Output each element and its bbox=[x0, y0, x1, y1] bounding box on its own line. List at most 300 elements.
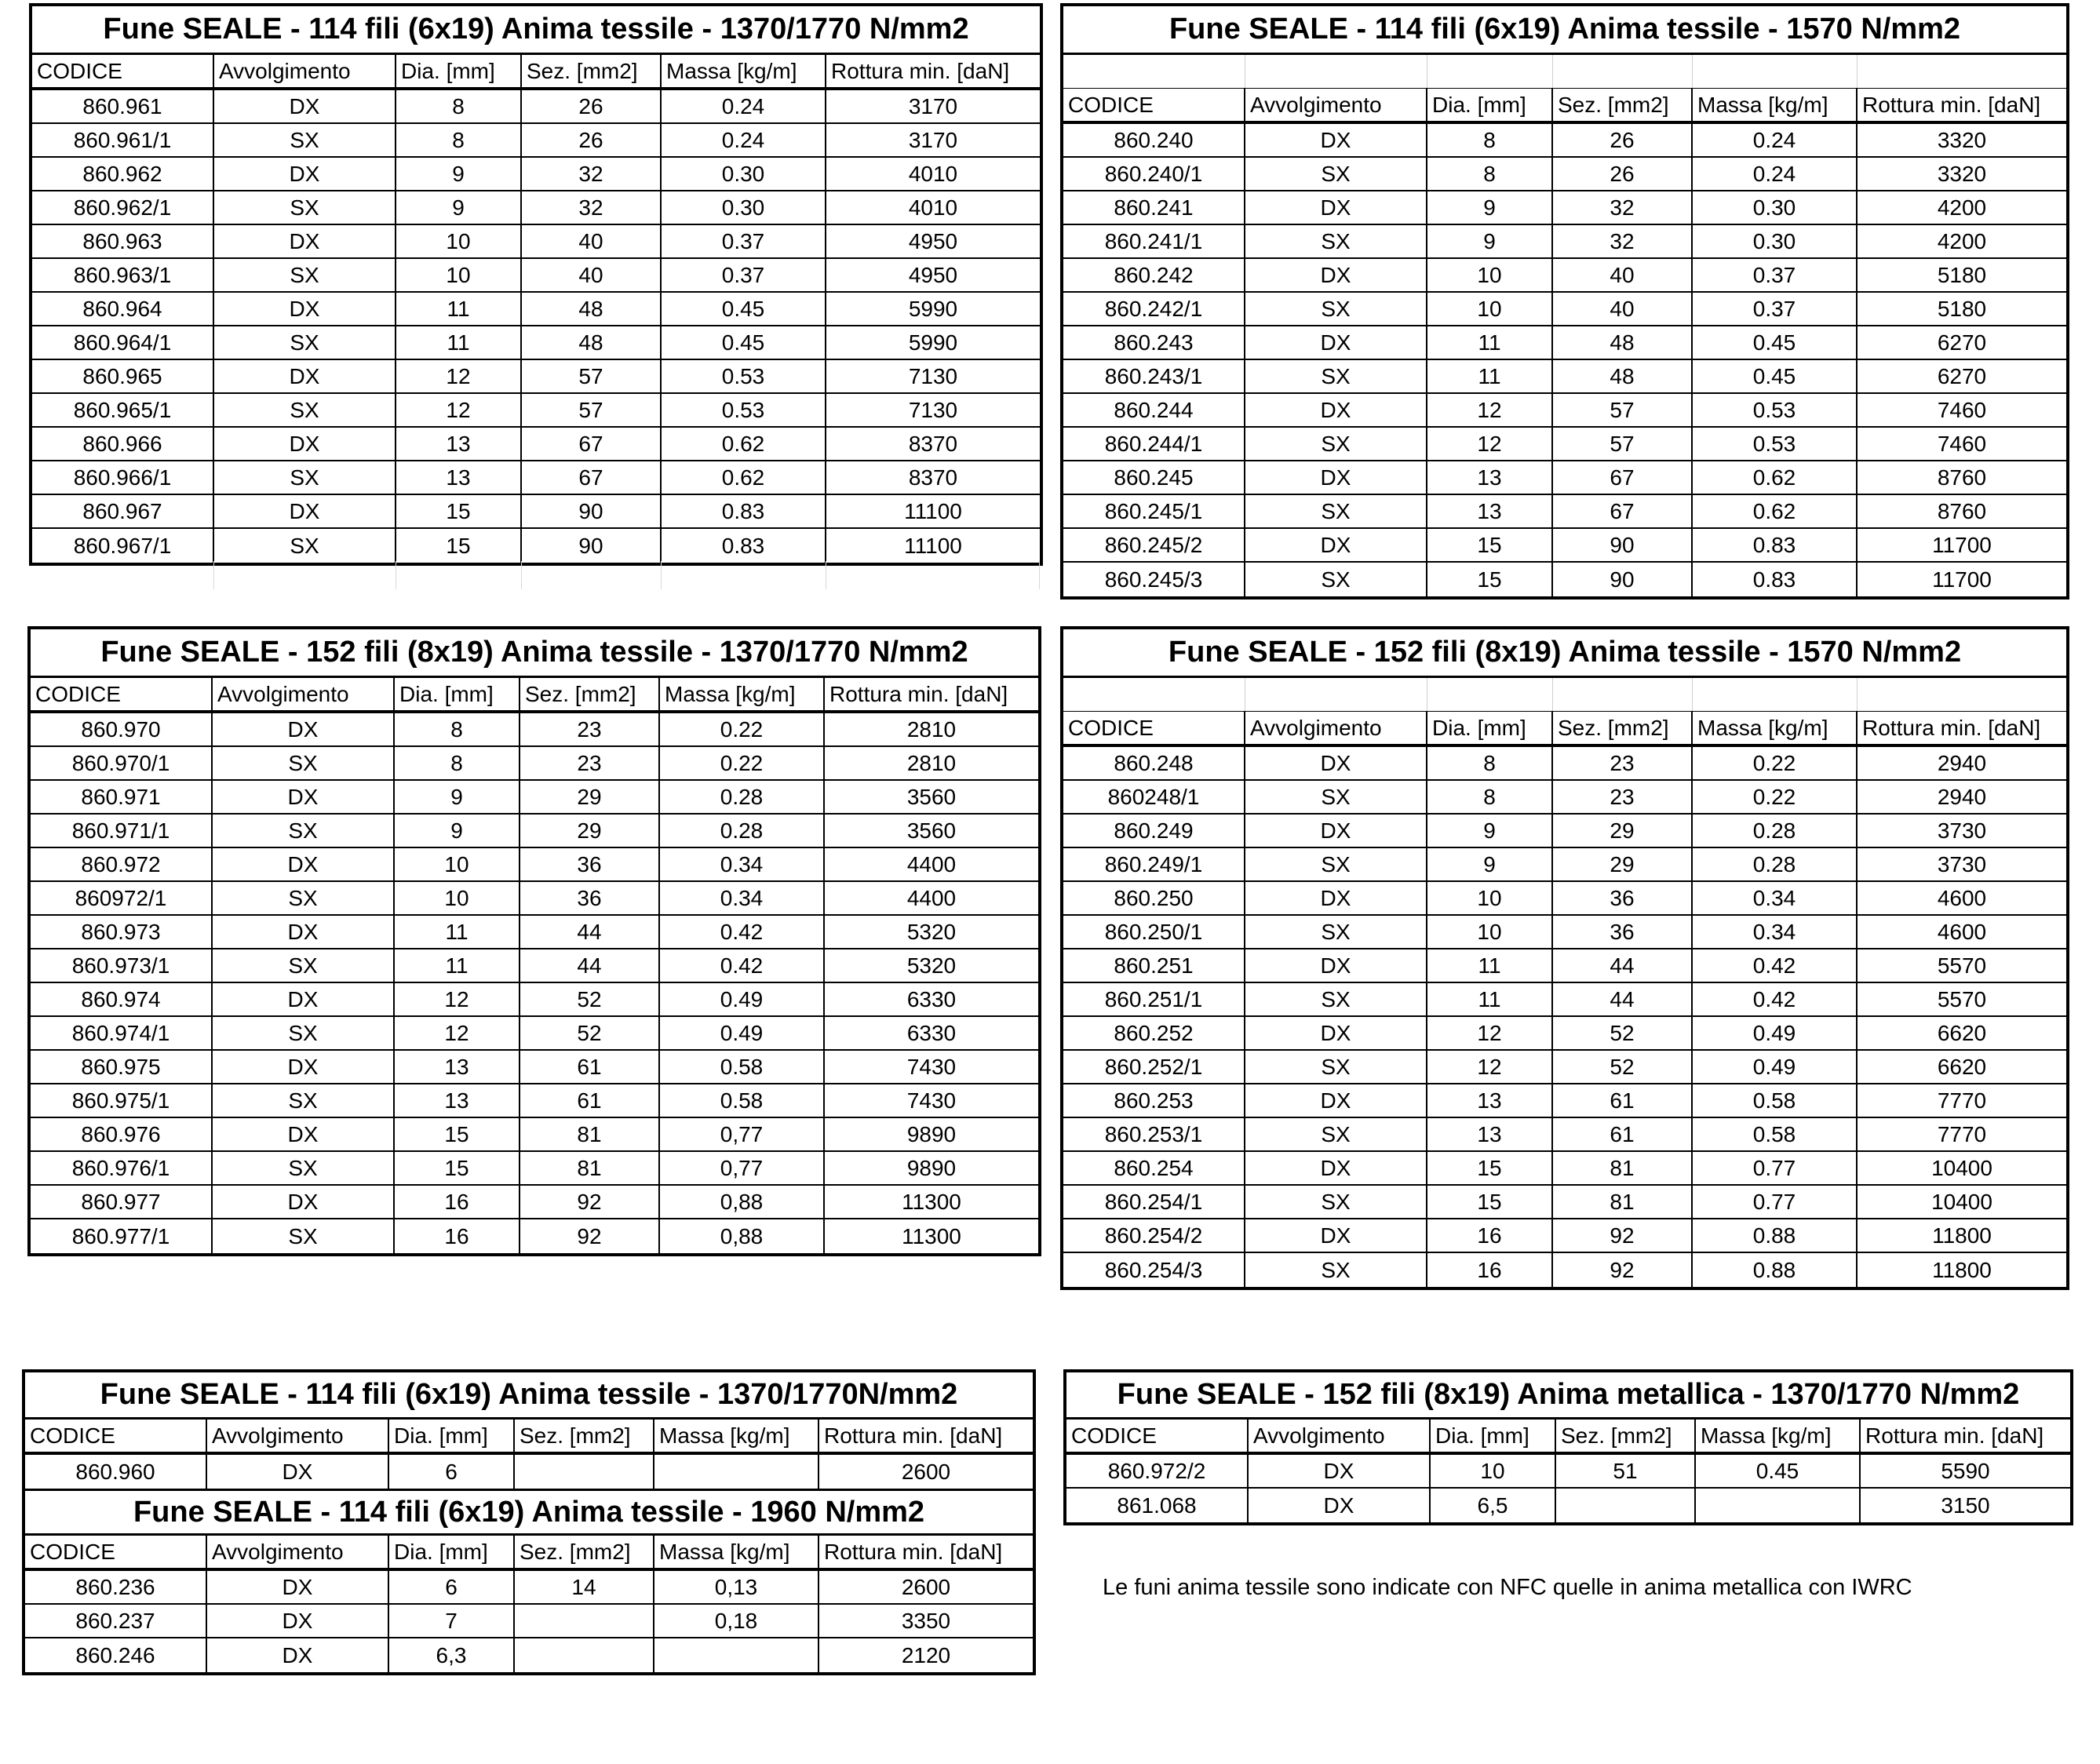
table-row bbox=[31, 815, 1038, 848]
table-cell: 32 bbox=[1553, 225, 1693, 257]
table-cell: 5180 bbox=[1937, 262, 1987, 287]
table-cell: 23 bbox=[1553, 747, 1693, 779]
table-row bbox=[1063, 1152, 2066, 1186]
table-cell: 29 bbox=[1553, 815, 1693, 847]
table-cell: 0.28 bbox=[1693, 848, 1858, 880]
table-cell: 44 bbox=[1553, 983, 1693, 1015]
table-cell: 13 bbox=[395, 1051, 520, 1083]
table-cell: 860.972 bbox=[31, 848, 213, 880]
table-cell bbox=[515, 1455, 654, 1489]
table-cell: 0.77 bbox=[1693, 1152, 1858, 1184]
table-cell: DX bbox=[1245, 529, 1427, 561]
table-cell: SX bbox=[213, 747, 395, 779]
table-cell: 48 bbox=[522, 293, 662, 325]
table-cell: DX bbox=[1245, 259, 1427, 291]
table-cell: DX bbox=[213, 1118, 395, 1150]
table-row bbox=[1063, 1084, 2066, 1118]
table-cell: 7430 bbox=[906, 1088, 957, 1113]
table-row bbox=[32, 225, 1040, 259]
table-row bbox=[1063, 428, 2066, 461]
table-cell: 860.250/1 bbox=[1063, 916, 1245, 948]
table-cell: 860.250 bbox=[1063, 882, 1245, 914]
blank-cell bbox=[522, 561, 662, 589]
table-cell: DX bbox=[1245, 815, 1427, 847]
table-cell: 860.962 bbox=[32, 158, 214, 190]
table-cell: DX bbox=[1245, 326, 1427, 359]
table-cell: 0.58 bbox=[1693, 1118, 1858, 1150]
table-cell: 10 bbox=[396, 259, 522, 291]
table-cell: 52 bbox=[520, 1017, 660, 1049]
table-cell: 92 bbox=[1553, 1219, 1693, 1252]
table-cell: 90 bbox=[1553, 529, 1693, 561]
table-cell: 0.24 bbox=[1693, 158, 1858, 190]
footnote: Le funi anima tessile sono indicate con NFC quelle in anima metallica con IWRC bbox=[1103, 1575, 1912, 1600]
table-cell: SX bbox=[213, 882, 395, 914]
table-cell: 860.972/2 bbox=[1066, 1455, 1249, 1487]
table-row bbox=[1063, 1118, 2066, 1152]
table-cell: 90 bbox=[1553, 563, 1693, 596]
column-header: Avvolgimento bbox=[1245, 89, 1427, 121]
table-cell: 0.24 bbox=[662, 90, 826, 122]
table-cell: 12 bbox=[1427, 1017, 1553, 1049]
table-title: Fune SEALE - 152 fili (8x19) Anima tessile - 1370/1770 N/mm2 bbox=[31, 629, 1038, 678]
spacer-row bbox=[1063, 55, 2066, 89]
table-cell: 0.58 bbox=[660, 1084, 825, 1117]
table-cell: 57 bbox=[1553, 428, 1693, 460]
table-cell: 6,3 bbox=[389, 1638, 515, 1672]
table-cell: 10 bbox=[1427, 882, 1553, 914]
table-body bbox=[1063, 122, 2066, 596]
table-cell: 9890 bbox=[906, 1121, 957, 1146]
blank-cell bbox=[826, 561, 1040, 589]
table-row bbox=[1063, 848, 2066, 882]
table-cell: 860.241/1 bbox=[1063, 225, 1245, 257]
table-cell: SX bbox=[214, 259, 396, 291]
table-cell: 0.28 bbox=[1693, 815, 1858, 847]
table-cell: 0.62 bbox=[662, 461, 826, 494]
table-row bbox=[31, 747, 1038, 781]
table-cell: 26 bbox=[522, 90, 662, 122]
table-cell: 860.965 bbox=[32, 360, 214, 392]
table-cell: 0.45 bbox=[662, 293, 826, 325]
table-cell: 29 bbox=[520, 815, 660, 847]
table-cell: 12 bbox=[1427, 1051, 1553, 1083]
table-cell: 9 bbox=[396, 191, 522, 224]
table-cell: 26 bbox=[1553, 158, 1693, 190]
table-cell: 8760 bbox=[1937, 465, 1987, 490]
table-cell: 860.241 bbox=[1063, 191, 1245, 224]
table-cell: 860.245/1 bbox=[1063, 495, 1245, 527]
table-cell: 860.236 bbox=[25, 1571, 207, 1603]
table-row bbox=[25, 1455, 1033, 1489]
table-cell: 0.22 bbox=[660, 747, 825, 779]
table-cell: 67 bbox=[522, 428, 662, 460]
table-cell: 8 bbox=[396, 90, 522, 122]
table-cell: 15 bbox=[396, 495, 522, 527]
table-body bbox=[32, 89, 1040, 563]
table-row bbox=[1063, 529, 2066, 563]
table-cell: 860.976 bbox=[31, 1118, 213, 1150]
table-6x19-tessile-1570 bbox=[1060, 3, 2069, 600]
table-cell: 860.974/1 bbox=[31, 1017, 213, 1049]
table-cell: 0.30 bbox=[662, 191, 826, 224]
column-header: Dia. [mm] bbox=[1431, 1420, 1556, 1452]
table-cell: 5570 bbox=[1937, 953, 1987, 978]
table-cell: 4200 bbox=[1937, 228, 1987, 253]
column-header: Rottura min. [daN] bbox=[824, 1423, 1003, 1448]
column-header: Rottura min. [daN] bbox=[1862, 92, 2041, 117]
blank-cell bbox=[214, 561, 396, 589]
table-cell: 23 bbox=[520, 747, 660, 779]
table-row bbox=[31, 983, 1038, 1017]
table-cell: 8370 bbox=[908, 465, 958, 490]
table-cell: 860.965/1 bbox=[32, 394, 214, 426]
table-body bbox=[31, 712, 1038, 1253]
table-cell: 11300 bbox=[902, 1189, 961, 1214]
table-cell: 11 bbox=[395, 949, 520, 982]
table-row bbox=[25, 1638, 1033, 1672]
table-cell: DX bbox=[207, 1571, 389, 1603]
table-cell: 12 bbox=[395, 983, 520, 1015]
table-cell: SX bbox=[214, 529, 396, 563]
header-row bbox=[31, 678, 1038, 712]
column-header: CODICE bbox=[1066, 1420, 1249, 1452]
table-row bbox=[31, 949, 1038, 983]
blank-cell bbox=[1063, 678, 1245, 711]
table-cell: 3560 bbox=[906, 784, 957, 809]
table-cell: 5180 bbox=[1937, 296, 1987, 321]
table-cell: SX bbox=[214, 191, 396, 224]
table-cell: 2600 bbox=[901, 1574, 951, 1599]
table-cell: 8760 bbox=[1937, 498, 1987, 523]
table-cell: 4400 bbox=[906, 885, 957, 910]
table-cell: 7460 bbox=[1937, 431, 1987, 456]
table-cell: 0.83 bbox=[1693, 563, 1858, 596]
table-cell: 0.45 bbox=[1693, 326, 1858, 359]
column-header: Sez. [mm2] bbox=[522, 55, 662, 87]
table-cell: DX bbox=[1245, 1152, 1427, 1184]
table-cell: 36 bbox=[520, 882, 660, 914]
table-cell: 23 bbox=[1553, 781, 1693, 813]
table-row bbox=[1063, 949, 2066, 983]
table-cell: DX bbox=[213, 781, 395, 813]
table-cell: DX bbox=[1245, 882, 1427, 914]
table-cell: 13 bbox=[396, 428, 522, 460]
table-cell: 7 bbox=[389, 1605, 515, 1637]
table-cell: 0.88 bbox=[1693, 1253, 1858, 1287]
table-cell: 860.970/1 bbox=[31, 747, 213, 779]
table-cell: 44 bbox=[520, 916, 660, 948]
table-row bbox=[1063, 259, 2066, 293]
table-cell: 860.973 bbox=[31, 916, 213, 948]
table-cell: 81 bbox=[520, 1152, 660, 1184]
table-cell: 12 bbox=[396, 394, 522, 426]
table-cell: 10 bbox=[1427, 259, 1553, 291]
table-cell: SX bbox=[1245, 1051, 1427, 1083]
table-cell: 92 bbox=[520, 1186, 660, 1218]
table-cell: 12 bbox=[396, 360, 522, 392]
table-cell: 0.77 bbox=[1693, 1186, 1858, 1218]
table-cell: 8 bbox=[1427, 124, 1553, 156]
table-cell: DX bbox=[1245, 949, 1427, 982]
table-cell: 860.963 bbox=[32, 225, 214, 257]
table-cell: 8 bbox=[1427, 747, 1553, 779]
table-row bbox=[32, 495, 1040, 529]
table-cell: 13 bbox=[1427, 1084, 1553, 1117]
table-cell: 6330 bbox=[906, 986, 957, 1011]
table-cell: 81 bbox=[1553, 1152, 1693, 1184]
table-row bbox=[31, 1118, 1038, 1152]
table-cell: DX bbox=[214, 428, 396, 460]
column-header: CODICE bbox=[1063, 89, 1245, 121]
table-cell: 0.24 bbox=[1693, 124, 1858, 156]
table-title: Fune SEALE - 152 fili (8x19) Anima tessile - 1570 N/mm2 bbox=[1063, 629, 2066, 678]
table-cell: 2600 bbox=[901, 1459, 951, 1484]
table-cell: 0.49 bbox=[1693, 1051, 1858, 1083]
column-header: Massa [kg/m] bbox=[662, 55, 826, 87]
table-cell: 8 bbox=[395, 747, 520, 779]
table-cell: SX bbox=[214, 394, 396, 426]
table-cell: 0.30 bbox=[1693, 191, 1858, 224]
column-header: CODICE bbox=[25, 1420, 207, 1452]
column-header: Avvolgimento bbox=[1249, 1420, 1431, 1452]
table-cell: DX bbox=[1245, 191, 1427, 224]
table-cell: 16 bbox=[1427, 1253, 1553, 1287]
table-cell: 0.28 bbox=[660, 781, 825, 813]
table-title: Fune SEALE - 114 fili (6x19) Anima tessile - 1370/1770 N/mm2 bbox=[32, 6, 1040, 55]
table-row bbox=[1063, 983, 2066, 1017]
column-header: Sez. [mm2] bbox=[515, 1536, 654, 1568]
table-title: Fune SEALE - 114 fili (6x19) Anima tessile - 1370/1770N/mm2 bbox=[25, 1372, 1033, 1420]
table-cell: DX bbox=[207, 1605, 389, 1637]
blank-cell bbox=[1858, 55, 2066, 88]
table-cell: 67 bbox=[1553, 461, 1693, 494]
table-cell: 4400 bbox=[906, 851, 957, 877]
table-cell: SX bbox=[1245, 293, 1427, 325]
table-cell: 9 bbox=[1427, 815, 1553, 847]
table-cell: 6620 bbox=[1937, 1020, 1987, 1045]
table-cell: DX bbox=[207, 1638, 389, 1672]
table-cell: 26 bbox=[522, 124, 662, 156]
table-row bbox=[1063, 158, 2066, 191]
table-cell: 0.34 bbox=[1693, 916, 1858, 948]
column-header: Avvolgimento bbox=[214, 55, 396, 87]
table-cell: 4600 bbox=[1937, 919, 1987, 944]
table-cell: 11100 bbox=[904, 498, 962, 523]
table-cell: 0.45 bbox=[1696, 1455, 1861, 1487]
table-cell: 860.966/1 bbox=[32, 461, 214, 494]
table-cell: 6 bbox=[389, 1455, 515, 1489]
table-cell bbox=[1696, 1489, 1861, 1522]
table-cell: 0.45 bbox=[662, 326, 826, 359]
column-header: Dia. [mm] bbox=[1427, 89, 1553, 121]
table-cell: DX bbox=[214, 225, 396, 257]
header-row bbox=[25, 1536, 1033, 1569]
table-cell: 57 bbox=[522, 360, 662, 392]
table-cell: 11300 bbox=[902, 1223, 961, 1248]
table-cell: 2810 bbox=[906, 716, 957, 742]
table-cell: 860.961 bbox=[32, 90, 214, 122]
table-cell: 860.242/1 bbox=[1063, 293, 1245, 325]
table-cell: 6330 bbox=[906, 1020, 957, 1045]
table-cell bbox=[515, 1638, 654, 1672]
table-cell: 12 bbox=[1427, 428, 1553, 460]
table-cell: 0.49 bbox=[1693, 1017, 1858, 1049]
table-cell: 9 bbox=[396, 158, 522, 190]
table-cell: 0.30 bbox=[1693, 225, 1858, 257]
table-cell: 6 bbox=[389, 1571, 515, 1603]
table-row bbox=[31, 1186, 1038, 1219]
table-cell: 29 bbox=[1553, 848, 1693, 880]
table-row bbox=[32, 191, 1040, 225]
column-header: CODICE bbox=[31, 678, 213, 710]
table-cell: 0,77 bbox=[660, 1152, 825, 1184]
table-cell: 860.254/2 bbox=[1063, 1219, 1245, 1252]
table-cell: 67 bbox=[1553, 495, 1693, 527]
table-cell: DX bbox=[1245, 1017, 1427, 1049]
table-cell: 10 bbox=[396, 225, 522, 257]
table-cell: 10400 bbox=[1931, 1155, 1992, 1180]
table-body bbox=[25, 1569, 1033, 1672]
table-cell: DX bbox=[213, 1186, 395, 1218]
table-cell bbox=[1556, 1489, 1696, 1522]
table-cell: DX bbox=[214, 360, 396, 392]
blank-cell bbox=[396, 561, 522, 589]
table-cell: SX bbox=[1245, 916, 1427, 948]
table-cell: 52 bbox=[1553, 1017, 1693, 1049]
table-cell: 2940 bbox=[1937, 750, 1987, 775]
column-header: Dia. [mm] bbox=[1427, 712, 1553, 744]
column-header: Dia. [mm] bbox=[396, 55, 522, 87]
table-cell: 0.22 bbox=[660, 713, 825, 745]
table-cell: 5990 bbox=[908, 330, 958, 355]
table-cell: 860.240 bbox=[1063, 124, 1245, 156]
blank-cell bbox=[1427, 678, 1553, 711]
table-cell: 0.34 bbox=[1693, 882, 1858, 914]
table-cell: 3170 bbox=[908, 127, 958, 152]
table-row bbox=[31, 1219, 1038, 1253]
table-row bbox=[32, 529, 1040, 563]
table-cell: 860.961/1 bbox=[32, 124, 214, 156]
header-row bbox=[1063, 89, 2066, 122]
table-cell: 52 bbox=[520, 983, 660, 1015]
table-cell: 3730 bbox=[1937, 818, 1987, 843]
table-cell: 860.964 bbox=[32, 293, 214, 325]
table-cell: 0.83 bbox=[662, 495, 826, 527]
table-cell: 0.58 bbox=[660, 1051, 825, 1083]
table-cell: 8 bbox=[396, 124, 522, 156]
table-cell: 9 bbox=[1427, 848, 1553, 880]
table-cell: 860.240/1 bbox=[1063, 158, 1245, 190]
table-cell: 81 bbox=[1553, 1186, 1693, 1218]
column-header: Rottura min. [daN] bbox=[829, 681, 1008, 706]
table-row bbox=[1063, 394, 2066, 428]
table-row bbox=[1063, 124, 2066, 158]
table-cell: 36 bbox=[520, 848, 660, 880]
table-cell: SX bbox=[213, 949, 395, 982]
table-cell: SX bbox=[1245, 781, 1427, 813]
table-cell: 2940 bbox=[1937, 784, 1987, 809]
blank-cell bbox=[1693, 55, 1858, 88]
column-header: Sez. [mm2] bbox=[520, 678, 660, 710]
table-cell: 2810 bbox=[906, 750, 957, 775]
table-cell: 860.975/1 bbox=[31, 1084, 213, 1117]
table-cell: 51 bbox=[1556, 1455, 1696, 1487]
table-cell: DX bbox=[213, 983, 395, 1015]
table-cell: 10 bbox=[1431, 1455, 1556, 1487]
table-cell: 32 bbox=[1553, 191, 1693, 224]
column-header: Massa [kg/m] bbox=[1696, 1420, 1861, 1452]
table-cell: SX bbox=[213, 1084, 395, 1117]
table-cell: 0.30 bbox=[662, 158, 826, 190]
table-cell: SX bbox=[213, 1017, 395, 1049]
table-cell: 9 bbox=[1427, 225, 1553, 257]
table-row bbox=[32, 158, 1040, 191]
table-cell: SX bbox=[214, 461, 396, 494]
table-cell: DX bbox=[1245, 747, 1427, 779]
table-cell bbox=[654, 1638, 819, 1672]
table-row bbox=[32, 293, 1040, 326]
table-cell: SX bbox=[1245, 225, 1427, 257]
table-cell: 860.254/1 bbox=[1063, 1186, 1245, 1218]
table-cell: SX bbox=[1245, 848, 1427, 880]
column-header: Rottura min. [daN] bbox=[831, 58, 1010, 83]
table-cell: 23 bbox=[520, 713, 660, 745]
table-cell: 860.971/1 bbox=[31, 815, 213, 847]
table-cell: 4950 bbox=[908, 262, 958, 287]
table-cell: 40 bbox=[1553, 293, 1693, 325]
table-cell: 7460 bbox=[1937, 397, 1987, 422]
table-cell: DX bbox=[1245, 394, 1427, 426]
table-cell: DX bbox=[1249, 1455, 1431, 1487]
table-cell: 57 bbox=[1553, 394, 1693, 426]
table-row bbox=[1066, 1489, 2070, 1522]
table-cell: 5990 bbox=[908, 296, 958, 321]
table-row bbox=[32, 326, 1040, 360]
table-cell: 32 bbox=[522, 158, 662, 190]
table-cell: SX bbox=[213, 815, 395, 847]
table-cell bbox=[515, 1605, 654, 1637]
table-cell: 0.88 bbox=[1693, 1219, 1858, 1252]
table-cell: 0.34 bbox=[660, 882, 825, 914]
table-row bbox=[1063, 882, 2066, 916]
table-cell: 11700 bbox=[1932, 532, 1992, 557]
table-row bbox=[1063, 1219, 2066, 1253]
table-row bbox=[1063, 1017, 2066, 1051]
table-row bbox=[32, 124, 1040, 158]
table-cell: 7770 bbox=[1937, 1088, 1987, 1113]
table-cell: 15 bbox=[1427, 563, 1553, 596]
blank-cell bbox=[1693, 678, 1858, 711]
table-cell: 26 bbox=[1553, 124, 1693, 156]
table-cell: 3560 bbox=[906, 818, 957, 843]
table-cell: 0.42 bbox=[660, 949, 825, 982]
blank-cell bbox=[1245, 678, 1427, 711]
blank-cell bbox=[1858, 678, 2066, 711]
table-cell: 7430 bbox=[906, 1054, 957, 1079]
table-cell: 860.975 bbox=[31, 1051, 213, 1083]
spacer-row bbox=[1063, 678, 2066, 712]
table-cell: 0.53 bbox=[662, 360, 826, 392]
table-cell: 860.973/1 bbox=[31, 949, 213, 982]
blank-gridline-row bbox=[32, 561, 1040, 589]
table-cell: 10 bbox=[1427, 293, 1553, 325]
table-cell: 16 bbox=[395, 1219, 520, 1253]
table-cell: DX bbox=[1249, 1489, 1431, 1522]
table-cell: 0.24 bbox=[662, 124, 826, 156]
table-row bbox=[1066, 1455, 2070, 1489]
table-cell: 40 bbox=[522, 225, 662, 257]
